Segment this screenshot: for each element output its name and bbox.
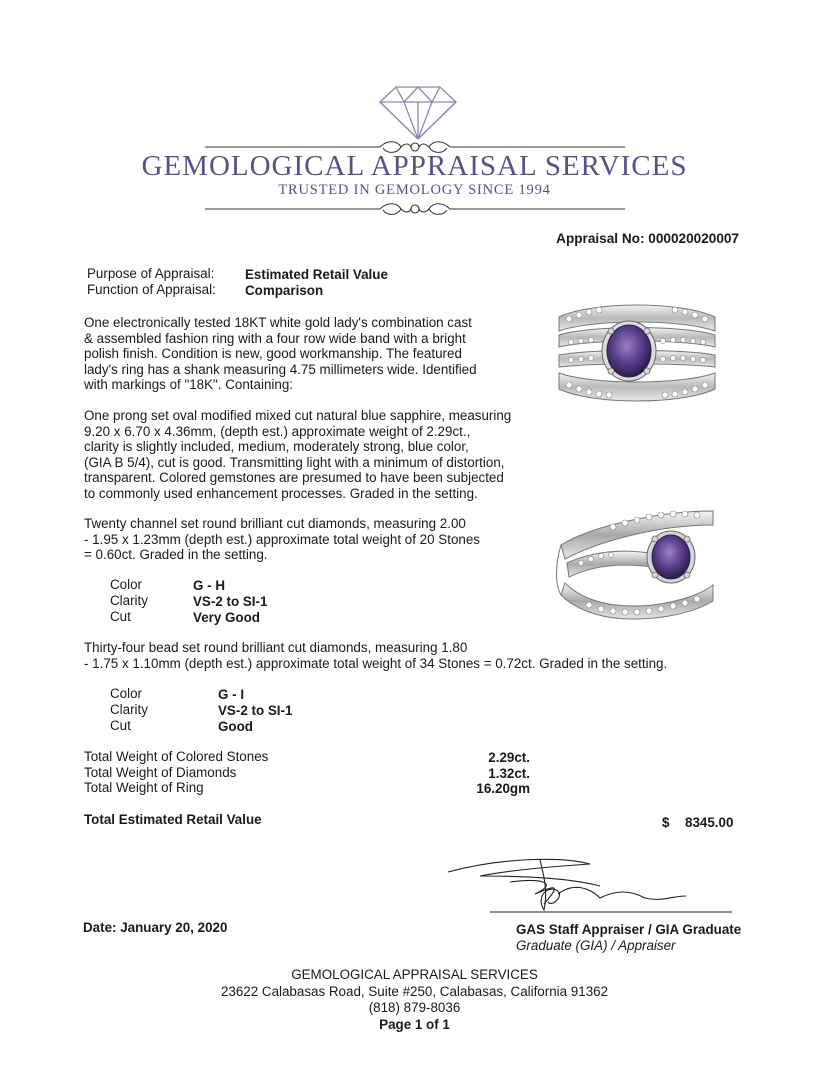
total-value: 16.20gm bbox=[476, 781, 530, 796]
total-label: Total Weight of Ring bbox=[84, 780, 204, 795]
text-line: - 1.75 x 1.10mm (depth est.) approximate total weight of 34 Stones = 0.72ct. Graded in the setting. bbox=[84, 655, 668, 671]
appraiser-title: GAS Staff Appraiser / GIA Graduate bbox=[516, 922, 742, 937]
grade-value: G - I bbox=[218, 687, 245, 702]
text-line: 9.20 x 6.70 x 4.36mm, (depth est.) approximate weight of 2.29ct., bbox=[84, 423, 471, 439]
appraisal-date: Date: January 20, 2020 bbox=[83, 920, 228, 935]
total-label: Total Weight of Colored Stones bbox=[84, 749, 269, 764]
text-line: (GIA B 5/4), cut is good. Transmitting light with a minimum of distortion, bbox=[84, 454, 505, 470]
ring-description-paragraph bbox=[84, 315, 524, 393]
text-line: clarity is slightly included, medium, moderately strong, blue color, bbox=[84, 439, 469, 454]
sapphire-description-paragraph bbox=[84, 408, 534, 501]
footer-company: GEMOLOGICAL APPRAISAL SERVICES bbox=[291, 967, 538, 982]
function-value: Comparison bbox=[245, 283, 324, 298]
grade-value: VS-2 to SI-1 bbox=[193, 594, 268, 609]
grade-label: Clarity bbox=[110, 593, 148, 608]
purpose-value: Estimated Retail Value bbox=[245, 267, 388, 282]
retail-amount: 8345.00 bbox=[685, 815, 734, 830]
text-line: Thirty-four bead set round brilliant cut diamonds, measuring 1.80 bbox=[84, 640, 468, 655]
diamond-logo-icon bbox=[376, 84, 460, 142]
grade-label: Color bbox=[110, 686, 142, 701]
ring-side-view-photo bbox=[553, 505, 719, 623]
text-line: & assembled fashion ring with a four row wide band with a bright bbox=[84, 330, 466, 346]
purpose-label: Purpose of Appraisal: bbox=[87, 266, 215, 281]
appraiser-subtitle: Graduate (GIA) / Appraiser bbox=[516, 938, 676, 953]
grade-label: Cut bbox=[110, 718, 131, 733]
grade-label: Cut bbox=[110, 609, 131, 624]
text-line: to commonly used enhancement processes. Graded in the setting. bbox=[84, 485, 478, 501]
total-label: Total Weight of Diamonds bbox=[84, 765, 237, 780]
retail-value-label: Total Estimated Retail Value bbox=[84, 812, 262, 827]
footer-phone: (818) 879-8036 bbox=[368, 1000, 461, 1015]
text-line: with markings of "18K". Containing: bbox=[84, 377, 293, 392]
grade-value: G - H bbox=[193, 578, 225, 593]
grade-value: VS-2 to SI-1 bbox=[218, 703, 293, 718]
text-line: lady's ring has a shank measuring 4.75 millimeters wide. Identified bbox=[84, 361, 477, 377]
text-line: Twenty channel set round brilliant cut diamonds, measuring 2.00 bbox=[84, 516, 466, 531]
footer-page-number: Page 1 of 1 bbox=[379, 1017, 450, 1032]
text-line: transparent. Colored gemstones are presumed to have been subjected bbox=[84, 470, 504, 485]
text-line: = 0.60ct. Graded in the setting. bbox=[84, 547, 268, 562]
total-value: 2.29ct. bbox=[488, 750, 530, 765]
channel-diamonds-paragraph bbox=[84, 516, 524, 563]
appraiser-signature bbox=[440, 852, 740, 922]
ring-top-view-photo bbox=[553, 297, 721, 409]
grade-value: Good bbox=[218, 719, 253, 734]
text-line: polish finish. Condition is new, good workmanship. The featured bbox=[84, 346, 462, 361]
company-tagline: TRUSTED IN GEMOLOGY SINCE 1994 bbox=[278, 182, 551, 198]
grade-value: Very Good bbox=[193, 610, 260, 625]
text-line: One electronically tested 18KT white gold lady's combination cast bbox=[84, 315, 472, 330]
company-name-logo: GEMOLOGICAL APPRAISAL SERVICES bbox=[141, 150, 688, 182]
appraisal-number: Appraisal No: 000020020007 bbox=[556, 231, 739, 246]
total-value: 1.32ct. bbox=[488, 766, 530, 781]
grade-label: Color bbox=[110, 577, 142, 592]
text-line: - 1.95 x 1.23mm (depth est.) approximate total weight of 20 Stones bbox=[84, 531, 480, 547]
function-label: Function of Appraisal: bbox=[87, 282, 216, 297]
retail-currency: $ bbox=[662, 815, 670, 830]
grade-label: Clarity bbox=[110, 702, 148, 717]
footer-address: 23622 Calabasas Road, Suite #250, Calabasas, California 91362 bbox=[220, 984, 609, 999]
text-line: One prong set oval modified mixed cut natural blue sapphire, measuring bbox=[84, 408, 512, 423]
bead-diamonds-paragraph bbox=[84, 640, 704, 671]
bottom-ornament-divider bbox=[205, 201, 625, 217]
